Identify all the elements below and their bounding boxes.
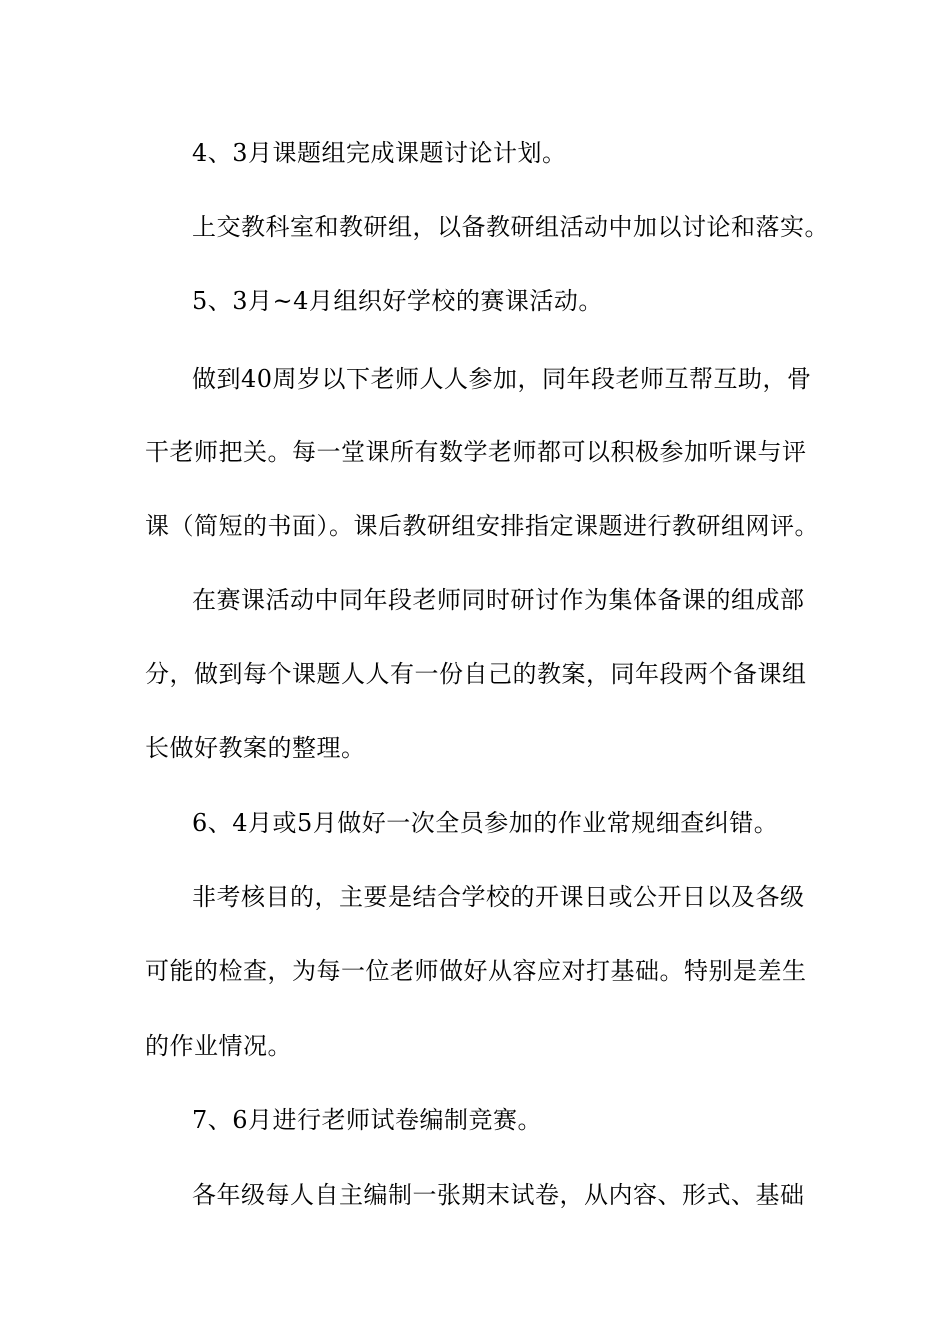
paragraph-line: 干老师把关。每一堂课所有数学老师都可以积极参加听课与评 xyxy=(145,438,807,466)
paragraph-line: 分，做到每个课题人人有一份自己的教案，同年段两个备课组 xyxy=(145,660,807,688)
paragraph-line: 做到40周岁以下老师人人参加，同年段老师互帮互助，骨 xyxy=(192,365,812,393)
paragraph-line: 在赛课活动中同年段老师同时研讨作为集体备课的组成部 xyxy=(192,586,805,614)
paragraph-line: 上交教科室和教研组，以备教研组活动中加以讨论和落实。 xyxy=(192,213,829,241)
paragraph-line: 6、4月或5月做好一次全员参加的作业常规细查纠错。 xyxy=(192,809,779,837)
paragraph-line: 长做好教案的整理。 xyxy=(145,734,366,762)
paragraph-line: 可能的检查，为每一位老师做好从容应对打基础。特别是差生 xyxy=(145,957,807,985)
paragraph-line: 各年级每人自主编制一张期末试卷，从内容、形式、基础 xyxy=(192,1181,805,1209)
paragraph-line: 的作业情况。 xyxy=(145,1032,292,1060)
paragraph-line: 4、3月课题组完成课题讨论计划。 xyxy=(192,139,567,167)
paragraph-line: 非考核目的，主要是结合学校的开课日或公开日以及各级 xyxy=(192,883,805,911)
paragraph-line: 7、6月进行老师试卷编制竞赛。 xyxy=(192,1106,543,1134)
paragraph-line: 5、3月~4月组织好学校的赛课活动。 xyxy=(192,287,603,315)
paragraph-line: 课（简短的书面）。课后教研组安排指定课题进行教研组网评。 xyxy=(145,512,819,540)
